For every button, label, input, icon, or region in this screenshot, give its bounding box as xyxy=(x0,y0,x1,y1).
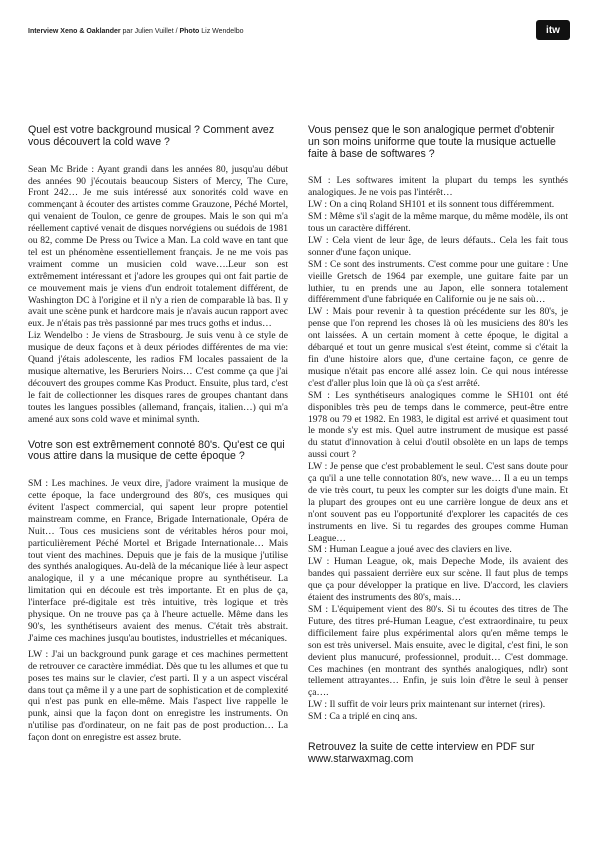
dialogue-line: LW : Human League, ok, mais Depeche Mode, ils avaient des bandes qui passaient derrière eux sur scène. Il faut plus de temps que ça pour développer la pratique en live. D'accord, les claviers étaient des instruments des 80's, mais… xyxy=(308,556,568,604)
dialogue-line: LW : Mais pour revenir à ta question précédente sur les 80's, je pense que l'on reprend les choses là où les musiciens des 80's les ont laissées. A un certain moment à cette époque, le digital a débarqué et tout un genre musical s'est éteint, comme si c'était la fin d'une histoire alors que, d'une certaine façon, ce genre de musique n'était pas encore allé assez loin. Ce qui nous intéresse c'est d'aller plus loin que là où ça s'est arrêté. xyxy=(308,306,568,389)
answer-lw-punk: LW : J'ai un background punk garage et ces machines permettent de retrouver ce caractère immédiat. Dès que tu les allumes et que tu poses tes mains sur le clavier, c'est parti. Il y a un aspect viscéral dans tout ça même il y a une part de sophistication et de complexité qui n'est pas punk en elle-même. Mais l'aspect live rappelle le punk, ainsi que la façon dont on enregistre les instruments. On n'utilise pas d'ordinateur, on ne fait pas de post production… La façon dont on enregistre est assez brute. xyxy=(28,648,288,744)
right-column xyxy=(308,125,568,776)
answer-liz-background: Liz Wendelbo : Je viens de Strasbourg. Je suis venu à ce style de musique de deux façons et à deux périodes différentes de ma vie: Quand j'étais adolescente, les radios FM locales passaient de la musique alternative, les Beruriers Noirs… C'est comme ça que j'ai découvert des groupes comme Kas Product. Ensuite, plus tard, c'est le fait de collectionner les disques rares de groupes chantant dans toutes les langues possibles (allemand, français, italien…) qui m'a amené aux sons cold wave et minimal synth. xyxy=(28,330,288,425)
dialogue-line: LW : On a cinq Roland SH101 et ils sonnent tous différemment. xyxy=(308,199,555,211)
question-80s: Votre son est extrêmement connoté 80's. Qu'est ce qui vous attire dans la musique de cette époque ? xyxy=(28,438,285,463)
dialogue-line: SM : Ce sont des instruments. C'est comme pour une guitare : Une vieille Gretsch de 1964 par exemple, une guitare faite par un luthier, tu en prends une au Japon, elle sonnera totalement différemment d'une fabriquée en Californie ou je ne sais où… xyxy=(308,258,568,306)
page-header xyxy=(28,20,570,42)
question-analog: Vous pensez que le son analogique permet d'obtenir un son moins uniforme que toute la musique actuelle faite à base de softwares ? xyxy=(308,124,556,160)
question-background: Quel est votre background musical ? Comment avez vous découvert la cold wave ? xyxy=(28,124,275,148)
credits-photographer: Liz Wendelbo xyxy=(199,28,244,35)
dialogue-line: SM : Même s'il s'agit de la même marque, du même modèle, ils ont tous un caractère différent. xyxy=(308,211,568,235)
credits-line xyxy=(28,28,244,35)
credits-photo-label: Photo xyxy=(179,28,200,35)
dialogue-line: SM : Ca a triplé en cinq ans. xyxy=(308,711,418,723)
answer-sean-background: Sean Mc Bride : Ayant grandi dans les années 80, jusqu'au début des années 90 j'écoutais beaucoup Sisters of Mercy, The Cure, Front 242… Je me suis intéressé aux sonorités cold wave en commençant à écouter des artistes comme Grauzone, Péché Mortel, qui venaient de Toulon, ce genre de groupes. Mais le son qui m'a réellement captivé venait de disques norvégiens ou suédois de 1981 ou 82, comme De Press ou Twice a Man. La cold wave en tant que tel est un phénomène essentiellement français. Je ne me vois pas vraiment comme un musicien cold wave….Leur son est extrêmement intéressant et j'adore les groupes qui ont fait partie de ce mouvement mais je viens d'un endroit totalement différent, de Washington DC à l'origine et il n'y a rien de comparable là bas. Il y avait une scène punk et hardcore mais je n'avais aucun rapport avec eux. Je n'étais pas très passionné par mes trucs goths et indus… xyxy=(28,163,288,330)
left-column xyxy=(28,125,288,744)
section-tag: itw xyxy=(536,20,570,40)
dialogue-line: LW : Cela vient de leur âge, de leurs défauts.. Cela les fait tous sonner d'une façon unique. xyxy=(308,234,568,258)
dialogue-line: SM : Human League a joué avec des claviers en live. xyxy=(308,544,512,556)
dialogue-line: SM : Les synthétiseurs analogiques comme le SH101 ont été disponibles très peu de temps dans le commerce, peut-être entre 1978 ou 79 et 1982. En 1983, le digital est arrivé et quasiment tout le monde s'y est mis. Quel autre instrument de musique est passé du statut d'innovation à celui d'outil obsolète en un laps de temps aussi court ? xyxy=(308,389,568,461)
credits-interview: Interview Xeno & Oaklander xyxy=(28,28,121,35)
credits-author: par Julien Vuillet / xyxy=(120,28,180,35)
dialogue-line: SM : Les softwares imitent la plupart du temps les synthés analogiques. Je ne vois pas l'intérêt… xyxy=(308,175,568,199)
dialogue-line: LW : Je pense que c'est probablement le seul. C'est sans doute pour ça qu'il a une telle connotation 80's, new wave… Il a eu un temps de vie très court, tu peux les compter sur les doigts d'une main. Et la plupart des groupes ont eu une carrière longue de deux ans et n'ont souvent pas eu l'opportunité d'explorer les capacités de ces instruments en live. Si tu regardes des groupes comme Human League… xyxy=(308,461,568,544)
dialogue-line: SM : L'équipement vient des 80's. Si tu écoutes des titres de The Future, des titres pré-Human League, c'est extraordinaire, tu peux difficilement faire plus expérimental alors qu'en même temps le son est très universel. Mais ensuite, avec le digital, c'est fini, le son devient plus manucuré, professionnel, produit… C'est dommage. Ces machines (en montrant des synthés analogiques, ndlr) sont tellement attrayantes… Enfin, je suis loin d'être le seul à penser ça…. xyxy=(308,604,568,699)
pdf-link-note: Retrouvez la suite de cette interview en PDF sur www.starwaxmag.com xyxy=(308,741,535,766)
dialogue-line: LW : Il suffit de voir leurs prix maintenant sur internet (rires). xyxy=(308,699,546,711)
answer-sm-machines: SM : Les machines. Je veux dire, j'adore vraiment la musique de cette époque, la face underground des 80's, ces musiques qui évitent l'aspect commercial, qui sapent leur propre potentiel mainstream comme, en France, Brigade Internationale, Opéra de Nuit… Tous ces musiciens sont de véritables héros pour moi, particulièrement Péché Mortel et Brigade Internationale… Mais tout vient des machines. Depuis que je fais de la musique j'utilise des synthés analogiques. Au-delà de la mécanique liée à leur aspect analogique, il y a une mécanique propre au synthétiseur. La limitation qui en découle est très importante. Et en plus de ça, l'interface pré-digitale est très intuitive, très logique et très physique. On ne trouve pas ça à l'heure actuelle. Même dans les 90's, les synthétiseurs avaient des menus. C'était très abstrait. J'aime ces machines jusqu'au boutistes, industrielles et mécaniques. xyxy=(28,478,288,644)
